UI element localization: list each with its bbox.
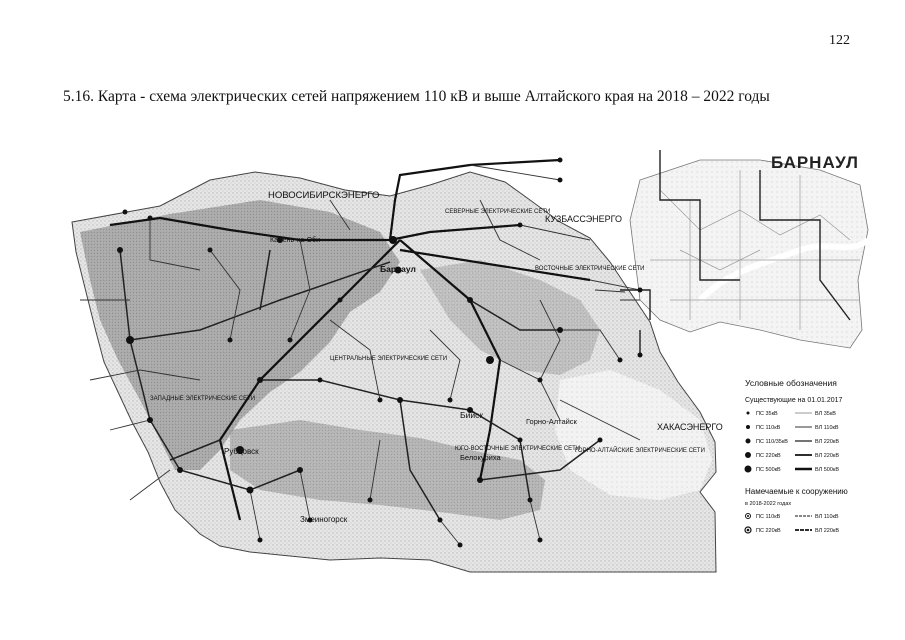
label-biysk: Бийск bbox=[460, 410, 484, 420]
legend-existing-line-5: ВЛ 500кВ bbox=[815, 467, 839, 473]
label-barnaul: Барнаул bbox=[380, 264, 416, 274]
label-belokurikha: Белокуриха bbox=[460, 453, 501, 462]
legend-existing-line-1: ВЛ 35кВ bbox=[815, 411, 836, 417]
legend-existing-line-3: ВЛ 220кВ bbox=[815, 439, 839, 445]
label-south-eastern-networks: ЮГО-ВОСТОЧНЫЕ ЭЛЕКТРИЧЕСКИЕ СЕТИ bbox=[455, 446, 581, 452]
legend-planned-line-2: ВЛ 220кВ bbox=[815, 528, 839, 534]
label-zmeinogorsk: Змеиногорск bbox=[300, 515, 348, 524]
legend-existing-line-2: ВЛ 110кВ bbox=[815, 425, 839, 431]
label-severnye-networks: СЕВЕРНЫЕ ЭЛЕКТРИЧЕСКИЕ СЕТИ bbox=[445, 209, 551, 215]
legend-existing-header: Существующие на 01.01.2017 bbox=[745, 397, 843, 404]
label-central-networks: ЦЕНТРАЛЬНЫЕ ЭЛЕКТРИЧЕСКИЕ СЕТИ bbox=[330, 356, 448, 362]
label-gorno-altai-networks: ГОРНО-АЛТАЙСКИЕ ЭЛЕКТРИЧЕСКИЕ СЕТИ bbox=[575, 448, 705, 454]
legend-existing-sub-3: ПС 110/35кВ bbox=[756, 439, 788, 445]
legend-existing-sub-5: ПС 500кВ bbox=[756, 467, 781, 473]
legend-existing-line-4: ВЛ 220кВ bbox=[815, 453, 839, 459]
legend-existing-sub-1: ПС 35кВ bbox=[756, 411, 778, 417]
barnaul-inset-title: БАРНАУЛ bbox=[771, 153, 859, 172]
page-number: 122 bbox=[829, 33, 850, 48]
legend-existing-sub-4: ПС 220кВ bbox=[756, 453, 781, 459]
label-novosibirskenergo: НОВОСИБИРСКЭНЕРГО bbox=[268, 190, 380, 201]
label-western-networks: ЗАПАДНЫЕ ЭЛЕКТРИЧЕСКИЕ СЕТИ bbox=[150, 396, 256, 402]
label-eastern-networks: ВОСТОЧНЫЕ ЭЛЕКТРИЧЕСКИЕ СЕТИ bbox=[535, 266, 645, 272]
label-kuzbassenergo: КУЗБАССЭНЕРГО bbox=[545, 214, 623, 224]
legend-existing-sub-2: ПС 110кВ bbox=[756, 425, 781, 431]
label-rubtsovsk: Рубцовск bbox=[224, 447, 259, 456]
legend-planned-period: в 2018-2022 годах bbox=[745, 501, 792, 507]
legend-planned-header: Намечаемые к сооружению bbox=[745, 487, 848, 496]
legend-planned-sub-1: ПС 110кВ bbox=[756, 514, 781, 520]
map-legend bbox=[745, 378, 848, 534]
legend-planned-sub-2: ПС 220кВ bbox=[756, 528, 781, 534]
legend-title: Условные обозначения bbox=[745, 378, 837, 388]
barnaul-inset-area bbox=[630, 160, 868, 348]
label-kamen: Камень-на-Оби bbox=[270, 237, 320, 244]
label-khakasenergo: ХАКАСЭНЕРГО bbox=[657, 422, 723, 432]
page-title: 5.16. Карта - схема электрических сетей напряжением 110 кВ и выше Алтайского края на 2018 – 2022 годы bbox=[63, 88, 770, 105]
label-gorno-altaysk: Горно-Алтайск bbox=[526, 417, 577, 426]
legend-planned-line-1: ВЛ 110кВ bbox=[815, 514, 839, 520]
